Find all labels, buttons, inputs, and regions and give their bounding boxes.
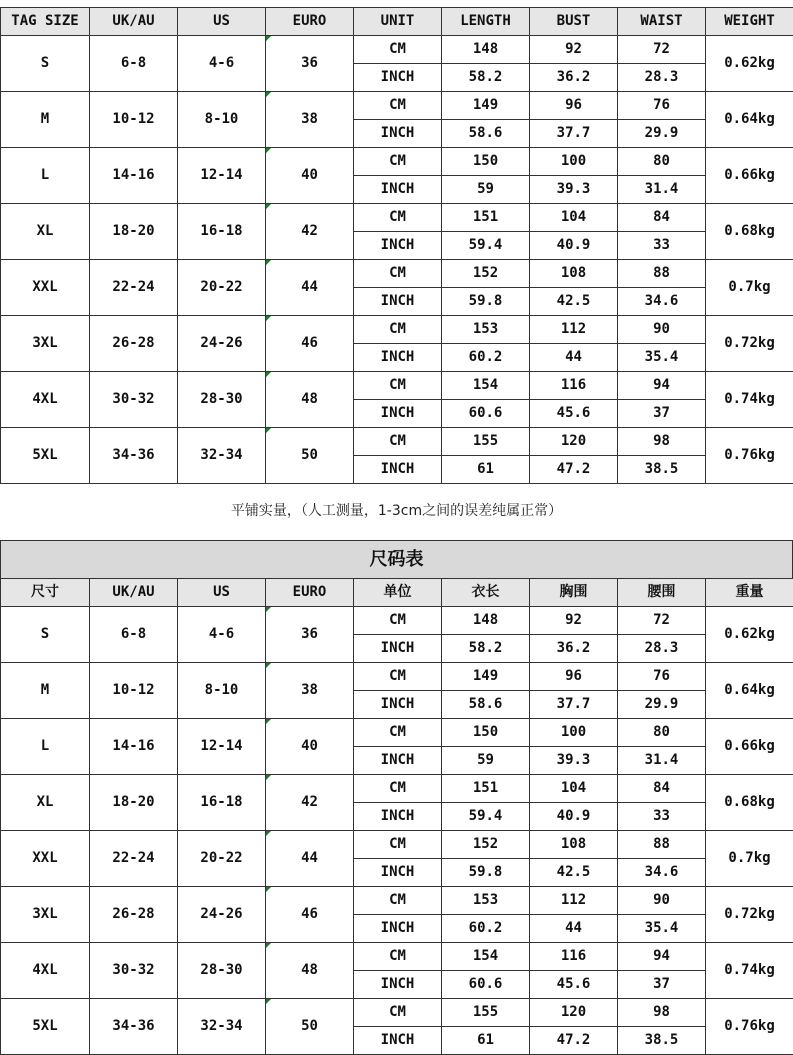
bust-cell: 42.5 [530, 288, 618, 316]
length-cell: 152 [442, 831, 530, 859]
unit-cell: INCH [354, 971, 442, 999]
weight-cell: 0.7kg [706, 831, 793, 887]
length-cell: 60.6 [442, 971, 530, 999]
waist-cell: 72 [618, 607, 706, 635]
length-cell: 59 [442, 747, 530, 775]
waist-cell: 94 [618, 943, 706, 971]
bust-cell: 37.7 [530, 691, 618, 719]
euro-cell: 36 [266, 607, 354, 663]
waist-cell: 38.5 [618, 456, 706, 484]
waist-cell: 35.4 [618, 344, 706, 372]
unit-cell: INCH [354, 64, 442, 92]
bust-cell: 96 [530, 663, 618, 691]
uk-au-cell: 14-16 [90, 719, 178, 775]
unit-cell: INCH [354, 288, 442, 316]
length-cell: 155 [442, 428, 530, 456]
bust-cell: 96 [530, 92, 618, 120]
unit-cell: CM [354, 372, 442, 400]
waist-cell: 38.5 [618, 1027, 706, 1055]
tag-size-cell: 3XL [1, 887, 90, 943]
bust-cell: 44 [530, 915, 618, 943]
header-weight: 重量 [706, 579, 793, 607]
bust-cell: 120 [530, 428, 618, 456]
table-row [1, 831, 793, 859]
uk-au-cell: 30-32 [90, 943, 178, 999]
uk-au-cell: 6-8 [90, 607, 178, 663]
weight-cell: 0.7kg [706, 260, 793, 316]
table-row [1, 260, 793, 288]
waist-cell: 29.9 [618, 120, 706, 148]
header-bust: 胸围 [530, 579, 618, 607]
bust-cell: 92 [530, 607, 618, 635]
weight-cell: 0.64kg [706, 92, 793, 148]
unit-cell: INCH [354, 232, 442, 260]
size-chart-title: 尺码表 [0, 540, 793, 579]
uk-au-cell: 6-8 [90, 36, 178, 92]
unit-cell: INCH [354, 1027, 442, 1055]
length-cell: 151 [442, 204, 530, 232]
waist-cell: 29.9 [618, 691, 706, 719]
waist-cell: 80 [618, 148, 706, 176]
weight-cell: 0.74kg [706, 372, 793, 428]
length-cell: 151 [442, 775, 530, 803]
bust-cell: 112 [530, 887, 618, 915]
bust-cell: 42.5 [530, 859, 618, 887]
tag-size-cell: L [1, 719, 90, 775]
us-cell: 16-18 [178, 204, 266, 260]
table-header-row [1, 8, 793, 36]
euro-cell: 40 [266, 719, 354, 775]
bust-cell: 39.3 [530, 176, 618, 204]
euro-cell: 42 [266, 775, 354, 831]
euro-cell: 38 [266, 663, 354, 719]
bust-cell: 112 [530, 316, 618, 344]
waist-cell: 34.6 [618, 288, 706, 316]
us-cell: 4-6 [178, 607, 266, 663]
weight-cell: 0.72kg [706, 887, 793, 943]
bust-cell: 116 [530, 943, 618, 971]
table-row [1, 148, 793, 176]
tag-size-cell: 5XL [1, 999, 90, 1055]
bust-cell: 100 [530, 148, 618, 176]
waist-cell: 80 [618, 719, 706, 747]
waist-cell: 35.4 [618, 915, 706, 943]
table-row [1, 204, 793, 232]
length-cell: 155 [442, 999, 530, 1027]
length-cell: 58.6 [442, 120, 530, 148]
header-unit: 单位 [354, 579, 442, 607]
header-us: US [178, 8, 266, 36]
weight-cell: 0.76kg [706, 999, 793, 1055]
bust-cell: 108 [530, 831, 618, 859]
waist-cell: 31.4 [618, 747, 706, 775]
table-row [1, 663, 793, 691]
weight-cell: 0.74kg [706, 943, 793, 999]
unit-cell: INCH [354, 915, 442, 943]
tag-size-cell: XXL [1, 260, 90, 316]
euro-cell: 46 [266, 316, 354, 372]
bust-cell: 108 [530, 260, 618, 288]
unit-cell: CM [354, 92, 442, 120]
unit-cell: CM [354, 260, 442, 288]
bust-cell: 36.2 [530, 635, 618, 663]
uk-au-cell: 14-16 [90, 148, 178, 204]
bust-cell: 45.6 [530, 971, 618, 999]
weight-cell: 0.62kg [706, 607, 793, 663]
length-cell: 148 [442, 607, 530, 635]
uk-au-cell: 18-20 [90, 775, 178, 831]
bust-cell: 100 [530, 719, 618, 747]
waist-cell: 84 [618, 204, 706, 232]
euro-cell: 50 [266, 428, 354, 484]
table-row [1, 607, 793, 635]
waist-cell: 72 [618, 36, 706, 64]
uk-au-cell: 26-28 [90, 316, 178, 372]
unit-cell: CM [354, 887, 442, 915]
size-table-chinese [0, 578, 793, 1055]
bust-cell: 47.2 [530, 1027, 618, 1055]
header-length: LENGTH [442, 8, 530, 36]
length-cell: 59 [442, 176, 530, 204]
weight-cell: 0.68kg [706, 775, 793, 831]
tag-size-cell: S [1, 36, 90, 92]
unit-cell: INCH [354, 456, 442, 484]
measurement-note: 平铺实量，（人工测量，1-3cm之间的误差纯属正常） [0, 484, 793, 538]
waist-cell: 98 [618, 428, 706, 456]
unit-cell: CM [354, 148, 442, 176]
bust-cell: 36.2 [530, 64, 618, 92]
length-cell: 149 [442, 92, 530, 120]
waist-cell: 28.3 [618, 635, 706, 663]
bust-cell: 37.7 [530, 120, 618, 148]
length-cell: 60.2 [442, 344, 530, 372]
uk-au-cell: 34-36 [90, 999, 178, 1055]
euro-cell: 38 [266, 92, 354, 148]
uk-au-cell: 10-12 [90, 663, 178, 719]
length-cell: 153 [442, 887, 530, 915]
waist-cell: 98 [618, 999, 706, 1027]
length-cell: 60.6 [442, 400, 530, 428]
weight-cell: 0.68kg [706, 204, 793, 260]
bust-cell: 120 [530, 999, 618, 1027]
header-euro: EURO [266, 8, 354, 36]
waist-cell: 37 [618, 400, 706, 428]
length-cell: 60.2 [442, 915, 530, 943]
uk-au-cell: 26-28 [90, 887, 178, 943]
table-row [1, 943, 793, 971]
uk-au-cell: 18-20 [90, 204, 178, 260]
unit-cell: INCH [354, 747, 442, 775]
unit-cell: CM [354, 831, 442, 859]
us-cell: 8-10 [178, 663, 266, 719]
unit-cell: CM [354, 607, 442, 635]
weight-cell: 0.72kg [706, 316, 793, 372]
table-row [1, 719, 793, 747]
table-row [1, 92, 793, 120]
tag-size-cell: XXL [1, 831, 90, 887]
bust-cell: 44 [530, 344, 618, 372]
tag-size-cell: 4XL [1, 372, 90, 428]
header-us: US [178, 579, 266, 607]
tag-size-cell: S [1, 607, 90, 663]
length-cell: 150 [442, 719, 530, 747]
unit-cell: CM [354, 943, 442, 971]
bust-cell: 45.6 [530, 400, 618, 428]
us-cell: 12-14 [178, 148, 266, 204]
length-cell: 58.2 [442, 64, 530, 92]
tag-size-cell: XL [1, 204, 90, 260]
length-cell: 61 [442, 456, 530, 484]
tag-size-cell: L [1, 148, 90, 204]
header-bust: BUST [530, 8, 618, 36]
waist-cell: 88 [618, 260, 706, 288]
unit-cell: INCH [354, 803, 442, 831]
header-waist: 腰围 [618, 579, 706, 607]
unit-cell: CM [354, 999, 442, 1027]
waist-cell: 76 [618, 92, 706, 120]
us-cell: 12-14 [178, 719, 266, 775]
table-row [1, 316, 793, 344]
euro-cell: 46 [266, 887, 354, 943]
us-cell: 16-18 [178, 775, 266, 831]
table-row [1, 775, 793, 803]
length-cell: 58.6 [442, 691, 530, 719]
length-cell: 149 [442, 663, 530, 691]
header-waist: WAIST [618, 8, 706, 36]
unit-cell: INCH [354, 859, 442, 887]
tag-size-cell: XL [1, 775, 90, 831]
tag-size-cell: 3XL [1, 316, 90, 372]
unit-cell: CM [354, 36, 442, 64]
us-cell: 32-34 [178, 999, 266, 1055]
length-cell: 154 [442, 943, 530, 971]
length-cell: 61 [442, 1027, 530, 1055]
bust-cell: 116 [530, 372, 618, 400]
waist-cell: 90 [618, 316, 706, 344]
unit-cell: CM [354, 775, 442, 803]
euro-cell: 48 [266, 943, 354, 999]
bust-cell: 40.9 [530, 803, 618, 831]
header-uk-au: UK/AU [90, 8, 178, 36]
weight-cell: 0.76kg [706, 428, 793, 484]
unit-cell: INCH [354, 344, 442, 372]
unit-cell: INCH [354, 120, 442, 148]
us-cell: 20-22 [178, 260, 266, 316]
tag-size-cell: M [1, 663, 90, 719]
waist-cell: 37 [618, 971, 706, 999]
table-row [1, 36, 793, 64]
length-cell: 153 [442, 316, 530, 344]
tag-size-cell: M [1, 92, 90, 148]
table-header-row [1, 579, 793, 607]
euro-cell: 40 [266, 148, 354, 204]
waist-cell: 76 [618, 663, 706, 691]
unit-cell: INCH [354, 176, 442, 204]
waist-cell: 28.3 [618, 64, 706, 92]
waist-cell: 34.6 [618, 859, 706, 887]
header-uk-au: UK/AU [90, 579, 178, 607]
uk-au-cell: 30-32 [90, 372, 178, 428]
waist-cell: 88 [618, 831, 706, 859]
unit-cell: CM [354, 719, 442, 747]
euro-cell: 42 [266, 204, 354, 260]
bust-cell: 47.2 [530, 456, 618, 484]
waist-cell: 90 [618, 887, 706, 915]
uk-au-cell: 22-24 [90, 260, 178, 316]
bust-cell: 39.3 [530, 747, 618, 775]
table-row [1, 428, 793, 456]
unit-cell: CM [354, 316, 442, 344]
length-cell: 59.4 [442, 232, 530, 260]
unit-cell: INCH [354, 635, 442, 663]
unit-cell: CM [354, 428, 442, 456]
waist-cell: 84 [618, 775, 706, 803]
weight-cell: 0.64kg [706, 663, 793, 719]
bust-cell: 40.9 [530, 232, 618, 260]
table-row [1, 887, 793, 915]
length-cell: 150 [442, 148, 530, 176]
us-cell: 28-30 [178, 943, 266, 999]
length-cell: 59.4 [442, 803, 530, 831]
unit-cell: INCH [354, 400, 442, 428]
weight-cell: 0.66kg [706, 148, 793, 204]
length-cell: 154 [442, 372, 530, 400]
table-row [1, 999, 793, 1027]
length-cell: 152 [442, 260, 530, 288]
waist-cell: 33 [618, 232, 706, 260]
table-row [1, 372, 793, 400]
bust-cell: 104 [530, 204, 618, 232]
euro-cell: 48 [266, 372, 354, 428]
weight-cell: 0.62kg [706, 36, 793, 92]
uk-au-cell: 34-36 [90, 428, 178, 484]
header-weight: WEIGHT [706, 8, 793, 36]
header-euro: EURO [266, 579, 354, 607]
unit-cell: INCH [354, 691, 442, 719]
waist-cell: 33 [618, 803, 706, 831]
uk-au-cell: 22-24 [90, 831, 178, 887]
length-cell: 59.8 [442, 859, 530, 887]
waist-cell: 94 [618, 372, 706, 400]
us-cell: 32-34 [178, 428, 266, 484]
weight-cell: 0.66kg [706, 719, 793, 775]
euro-cell: 44 [266, 260, 354, 316]
us-cell: 8-10 [178, 92, 266, 148]
length-cell: 59.8 [442, 288, 530, 316]
tag-size-cell: 4XL [1, 943, 90, 999]
us-cell: 4-6 [178, 36, 266, 92]
header-tag-size: TAG SIZE [1, 8, 90, 36]
size-table-english [0, 7, 793, 484]
bust-cell: 104 [530, 775, 618, 803]
header-size: 尺寸 [1, 579, 90, 607]
unit-cell: CM [354, 204, 442, 232]
uk-au-cell: 10-12 [90, 92, 178, 148]
bust-cell: 92 [530, 36, 618, 64]
length-cell: 148 [442, 36, 530, 64]
euro-cell: 36 [266, 36, 354, 92]
header-unit: UNIT [354, 8, 442, 36]
tag-size-cell: 5XL [1, 428, 90, 484]
us-cell: 28-30 [178, 372, 266, 428]
length-cell: 58.2 [442, 635, 530, 663]
us-cell: 24-26 [178, 887, 266, 943]
us-cell: 24-26 [178, 316, 266, 372]
waist-cell: 31.4 [618, 176, 706, 204]
unit-cell: CM [354, 663, 442, 691]
us-cell: 20-22 [178, 831, 266, 887]
header-length: 衣长 [442, 579, 530, 607]
euro-cell: 50 [266, 999, 354, 1055]
euro-cell: 44 [266, 831, 354, 887]
